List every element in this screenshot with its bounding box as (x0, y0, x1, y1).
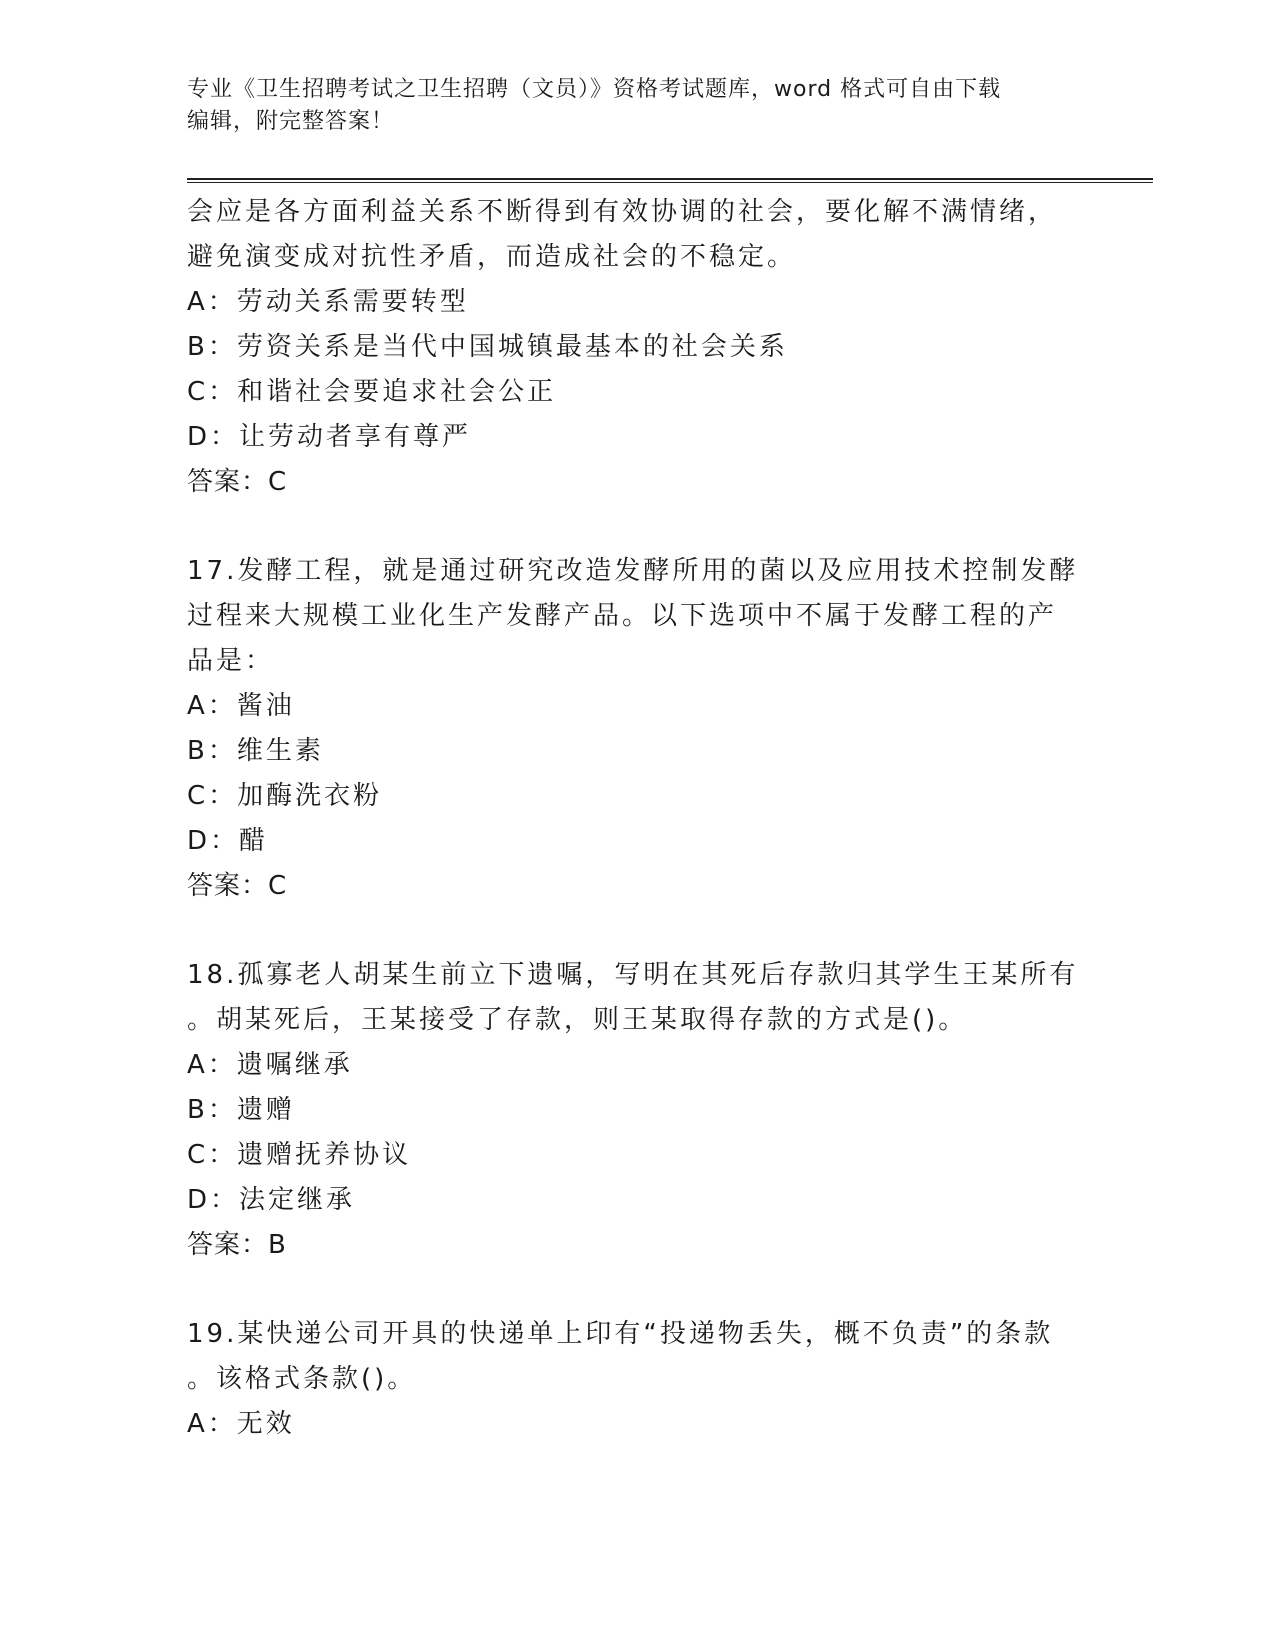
question-16 (187, 190, 1087, 505)
option-a: A：酱油 (187, 691, 295, 721)
document-header (187, 74, 1087, 138)
option-c: C：和谐社会要追求社会公正 (187, 377, 557, 407)
answer: 答案：C (187, 467, 288, 497)
option-c: C：加酶洗衣粉 (187, 781, 383, 811)
answer: 答案：C (187, 871, 288, 901)
header-line-2: 编辑，附完整答案！ (187, 109, 395, 134)
header-line-1: 专业《卫生招聘考试之卫生招聘（文员）》资格考试题库，word 格式可自由下载 (187, 77, 1002, 102)
option-d: D：醋 (187, 826, 269, 856)
question-18 (187, 953, 1087, 1268)
option-b: B：劳资关系是当代中国城镇最基本的社会关系 (187, 332, 788, 362)
question-stem: 18.孤寡老人胡某生前立下遗嘱，写明在其死后存款归其学生王某所有 (187, 960, 1079, 990)
option-b: B：遗赠 (187, 1095, 295, 1125)
option-a: A：劳动关系需要转型 (187, 287, 469, 317)
option-a: A：无效 (187, 1409, 295, 1439)
answer: 答案：B (187, 1230, 287, 1260)
question-stem: 。该格式条款()。 (187, 1364, 417, 1394)
option-d: D：法定继承 (187, 1185, 356, 1215)
option-d: D：让劳动者享有尊严 (187, 422, 472, 452)
question-stem: 避免演变成对抗性矛盾，而造成社会的不稳定。 (187, 242, 797, 272)
option-a: A：遗嘱继承 (187, 1050, 353, 1080)
question-stem: 。胡某死后，王某接受了存款，则王某取得存款的方式是()。 (187, 1005, 968, 1035)
question-stem: 17.发酵工程，就是通过研究改造发酵所用的菌以及应用技术控制发酵 (187, 556, 1079, 586)
question-17 (187, 549, 1087, 909)
question-stem: 19.某快递公司开具的快递单上印有“投递物丢失，概不负责”的条款 (187, 1319, 1054, 1349)
question-list (187, 190, 1087, 1447)
option-c: C：遗赠抚养协议 (187, 1140, 412, 1170)
question-stem: 品是： (187, 646, 275, 676)
question-stem: 会应是各方面利益关系不断得到有效协调的社会，要化解不满情绪， (187, 197, 1058, 227)
option-b: B：维生素 (187, 736, 324, 766)
question-stem: 过程来大规模工业化生产发酵产品。以下选项中不属于发酵工程的产 (187, 601, 1058, 631)
header-divider (187, 178, 1153, 183)
question-19 (187, 1312, 1087, 1447)
